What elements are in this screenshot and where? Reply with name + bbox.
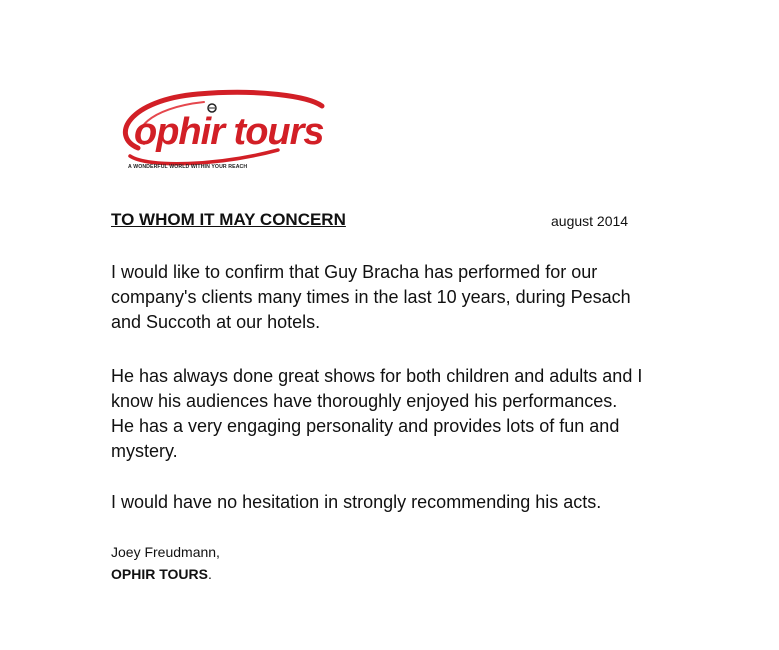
signer-company: [111, 566, 212, 582]
logo-tagline: A WONDERFUL WORLD WITHIN YOUR REACH: [128, 164, 248, 170]
paragraph-line: He has always done great shows for both children and adults and I: [111, 366, 643, 386]
paragraph-1: [111, 260, 711, 335]
ophir-tours-logo-icon: [108, 86, 332, 172]
paragraph-3: [111, 490, 711, 515]
letter-date: august 2014: [551, 213, 629, 229]
paragraph-line: know his audiences have thoroughly enjoyed his performances.: [111, 391, 618, 411]
paragraph-line: mystery.: [111, 441, 178, 461]
paragraph-line: and Succoth at our hotels.: [111, 312, 321, 332]
company-logo: [108, 86, 332, 172]
letter-heading: TO WHOM IT MAY CONCERN: [111, 210, 346, 229]
paragraph-2: [111, 364, 711, 464]
company-suffix: .: [207, 566, 212, 582]
paragraph-line: company's clients many times in the last 10 years, during Pesach: [111, 287, 631, 307]
paragraph-line: He has a very engaging personality and provides lots of fun and: [111, 416, 620, 436]
paragraph-line: I would have no hesitation in strongly recommending his acts.: [111, 492, 602, 512]
paragraph-line: I would like to confirm that Guy Bracha has performed for our: [111, 262, 598, 282]
company-name: OPHIR TOURS: [111, 566, 208, 582]
logo-brand-text: ophir tours: [134, 111, 324, 153]
signer-name: Joey Freudmann,: [111, 544, 220, 560]
